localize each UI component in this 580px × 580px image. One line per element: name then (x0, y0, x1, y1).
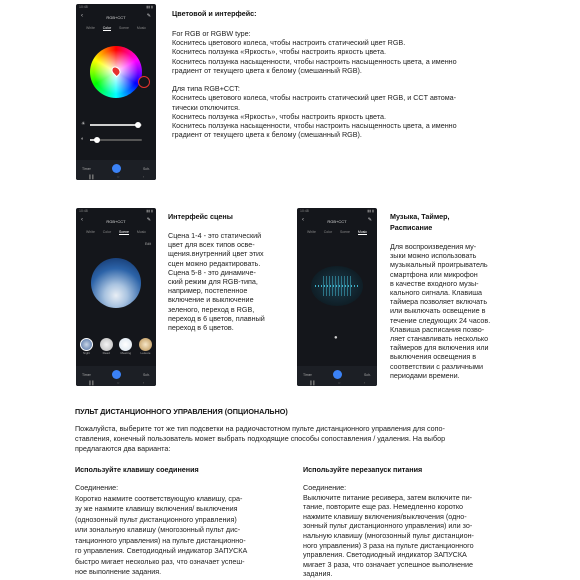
color-line: Коснитесь цветового колеса, чтобы настроить статический цвет RGB, и CCT автома- (172, 93, 457, 103)
schedule-label[interactable]: Sch. (142, 373, 150, 377)
music-section-body (390, 242, 520, 380)
color-line: Коснитесь ползунка насыщенности, чтобы настроить насыщенность цвета, а именно (172, 56, 457, 66)
scene-item[interactable]: Meeting (118, 338, 133, 355)
schedule-label[interactable]: Sch. (142, 167, 150, 171)
color-line: тически отключится. (172, 102, 241, 112)
scene-section-body (168, 231, 288, 332)
scene-line: включение и выключение (168, 295, 254, 305)
status-bar: 10:48 ▮▮ ▮ (79, 5, 153, 9)
scene-line: Сцена 1-4 - это статический (168, 231, 262, 240)
status-bar: 10:48 ▮▮ ▮ (300, 209, 374, 213)
back-icon[interactable]: ‹ (81, 13, 83, 19)
color-line: Коснитесь ползунка «Яркость», чтобы настроить яркость цвета. (172, 111, 387, 121)
music-line: ляет станавливать несколько (390, 334, 489, 344)
scene-line: зеленого, переход в RGB, (168, 304, 255, 314)
color-section-body (172, 29, 572, 139)
music-section-heading: Музыка, Таймер, Расписание (390, 212, 450, 232)
phone-screenshot-music (297, 208, 377, 386)
remote-section-heading: ПУЛЬТ ДИСТАНЦИОННОГО УПРАВЛЕНИЯ (ОПЦИОНАЛЬНО) (75, 407, 288, 416)
intro-line: ставления, конечный пользователь может выбрать подходящие способы сопоставления / удаления. На выбор (75, 434, 446, 443)
music-line: периодами времени. (390, 370, 460, 380)
timer-label[interactable]: Timer (82, 167, 91, 171)
edit-icon[interactable]: ✎ (146, 13, 151, 19)
color-picker-pin[interactable] (110, 65, 123, 78)
selected-color-swatch (138, 76, 150, 88)
phone-screenshot-scene (76, 208, 156, 386)
phone-bottom-bar (297, 366, 377, 386)
music-line: или выключать освещение в (390, 306, 486, 316)
phone-bottom-bar (76, 160, 156, 180)
music-line: таймера позволяет включать (390, 297, 488, 307)
phone-tabs (82, 230, 150, 235)
color-line: Коснитесь ползунка насыщенности, чтобы настроить насыщенность цвета, а именно (172, 121, 457, 131)
phone-tabs (303, 230, 371, 235)
phone-title: RGB+CCT (327, 219, 347, 224)
tab-white[interactable]: White (85, 26, 95, 30)
color-line: Коснитесь цветового колеса, чтобы настроить статический цвет RGB. (172, 38, 406, 48)
color-line (172, 75, 572, 84)
music-line: таймеров для включения или (390, 343, 489, 353)
scene-item[interactable]: Leisure (138, 338, 153, 355)
timer-label[interactable]: Timer (303, 373, 312, 377)
scene-item[interactable]: Read (99, 338, 114, 355)
tab-scene[interactable]: Scene (119, 26, 129, 30)
scene-list (79, 338, 153, 355)
phone-title: RGB+CCT (106, 219, 126, 224)
scene-line: например, постепенное (168, 286, 248, 296)
scene-edit-button[interactable]: Edit (144, 242, 151, 246)
phone-title: RGB+CCT (106, 15, 126, 20)
scene-line: ский режим для RGB-типа, (168, 277, 258, 287)
scene-preview (91, 258, 141, 308)
power-button[interactable] (112, 370, 121, 379)
music-line: музыкальный проигрыватель (390, 260, 488, 270)
status-bar: 10:48 ▮▮ ▮ (79, 209, 153, 213)
music-line: в качестве входного музы- (390, 278, 479, 288)
tab-music[interactable]: Music (357, 230, 368, 234)
schedule-label[interactable]: Sch. (363, 373, 371, 377)
tab-color[interactable]: Color (323, 230, 333, 234)
tab-scene[interactable]: Scene (119, 230, 129, 234)
right-method-heading: Используйте перезапуск питания (303, 465, 423, 474)
back-icon[interactable]: ‹ (81, 217, 83, 223)
music-line: течение следующих 24 часов. (390, 315, 491, 325)
scene-line: переход в 6 цветов, плавный (168, 313, 265, 323)
tab-music[interactable]: Music (136, 26, 147, 30)
color-line: градиент от текущего цвета к белому (смешанный RGB). (172, 130, 362, 140)
phone-tabs (82, 26, 150, 31)
power-button[interactable] (112, 164, 121, 173)
music-line: Клавиша расписания позво- (390, 324, 485, 334)
brightness-icon: ☀ (81, 121, 86, 127)
saturation-slider[interactable] (90, 139, 142, 141)
music-line: кального сигнала. Клавиша (390, 288, 483, 298)
microphone-icon[interactable]: ● (334, 335, 338, 341)
color-wheel[interactable] (90, 46, 142, 98)
intro-line: Пожалуйста, выберите тот же тип подсветки на радиочастотном пульте дистанционного управления для сопо- (75, 424, 445, 433)
music-line: Для воспроизведения му- (390, 242, 477, 251)
brightness-slider[interactable] (90, 124, 142, 126)
scene-line: щения.внутренний цвет этих (168, 249, 264, 259)
settings-icon[interactable]: ✎ (146, 217, 151, 223)
tab-scene[interactable]: Scene (340, 230, 350, 234)
tab-white[interactable]: White (85, 230, 95, 234)
remote-intro (75, 424, 575, 454)
music-line: соответствии с различными (390, 361, 484, 371)
phone-bottom-bar (76, 366, 156, 386)
music-line: зыки можно использовать (390, 251, 477, 261)
android-nav: ▐▐ ○ ‹ (87, 380, 145, 385)
scene-line: сцен можно редактировать. (168, 258, 261, 268)
tab-music[interactable]: Music (136, 230, 147, 234)
android-nav: ▐▐ ○ ‹ (308, 380, 366, 385)
color-line: Для типа RGB+CCT: (172, 84, 240, 94)
scene-line: Сцена 5-8 - это динамиче- (168, 267, 256, 277)
left-method-heading: Используйте клавишу соединения (75, 465, 199, 474)
color-line: градиент от текущего цвета к белому (смешанный RGB). (172, 65, 362, 75)
android-nav: ▐▐ ○ ‹ (87, 174, 145, 179)
right-method-body: Соединение: Выключите питание ресивера, затем включите пи- тание, повторите еще раз. Немедленно коротко нажмите клавишу включения/выключения (одно- зонный пульт дистанционного управления) или зо- нальную клавишу (многозонный пульт дистанцион- ного управления) 3 раза на пульте дистанционного управления. Светодиодный индикатор ЗАПУСКА мигает 3 раза, что означает успешное выполнение задания. (303, 483, 474, 579)
scene-line: цвет для всех типов осве- (168, 240, 255, 250)
music-line: смартфона или микрофон (390, 269, 478, 279)
scene-section-heading: Интерфейс сцены (168, 212, 233, 221)
intro-line: предлагаются два варианта: (75, 444, 171, 453)
saturation-icon: ◐ (81, 136, 85, 142)
tab-white[interactable]: White (306, 230, 316, 234)
left-method-body: Соединение: Коротко нажмите соответствующую клавишу, сра- зу же нажмите клавишу включения/ выключения (однозонный пульт дистанционного управления) или зональную клавишу (многозонный пульт дис- танционного управления) на пульте дистанционно- го управления. Светодиодный индикатор ЗАПУСКА быстро мигает несколько раз, что означает успеш- ное выполнение задания. (75, 483, 248, 576)
power-button[interactable] (333, 370, 342, 379)
phone-screenshot-color (76, 4, 156, 180)
timer-label[interactable]: Timer (82, 373, 91, 377)
settings-icon[interactable]: ✎ (367, 217, 372, 223)
music-line: выключения освещения в (390, 352, 477, 362)
color-section-heading: Цветовой и интерфейс: (172, 9, 257, 18)
color-line: Коснитесь ползунка «Яркость», чтобы настроить яркость цвета. (172, 47, 387, 57)
tab-color[interactable]: Color (102, 26, 112, 30)
music-visualizer (311, 266, 363, 306)
scene-line: переход в 6 цветов. (168, 323, 234, 333)
color-line: For RGB or RGBW type: (172, 29, 251, 38)
scene-item[interactable]: Night (79, 338, 94, 355)
back-icon[interactable]: ‹ (302, 217, 304, 223)
tab-color[interactable]: Color (102, 230, 112, 234)
